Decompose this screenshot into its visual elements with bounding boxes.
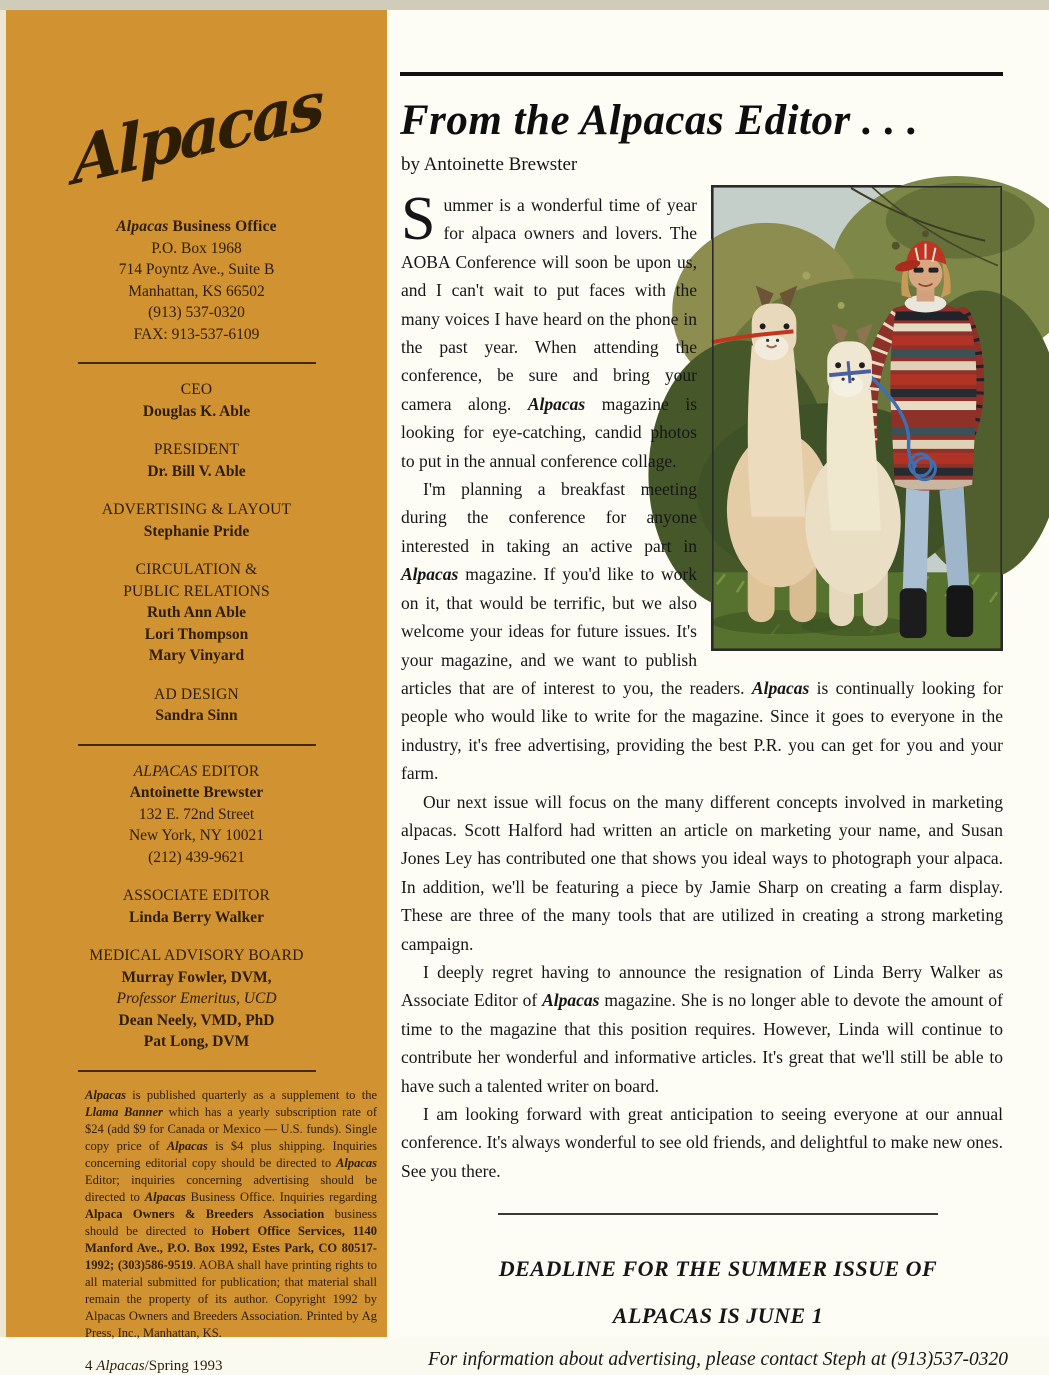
text-segment: which has a yearly subscription rate of $24 (add $9 for Canada or Mexico — U.S. funds). Single copy price of bbox=[85, 1104, 377, 1153]
text-segment: . AOBA shall have printing rights to all material submitted for publication; that material shall remain the property of its author. Copyright 1992 by Alpacas Owners and Breeders Association. Printed by Ag Press, Inc., Manhattan, KS. bbox=[85, 1257, 377, 1340]
editors-section bbox=[6, 761, 387, 1053]
photo-woman-with-two-alpacas bbox=[712, 186, 1002, 650]
sidebar-line bbox=[6, 705, 387, 727]
deadline-line-2: ALPACAS IS JUNE 1 bbox=[612, 1303, 824, 1329]
sidebar-line bbox=[6, 825, 387, 847]
sidebar-line bbox=[6, 521, 387, 543]
sidebar-divider bbox=[78, 362, 316, 364]
text-segment: Alpacas bbox=[96, 1357, 145, 1374]
text-segment: Alpacas bbox=[85, 1087, 126, 1102]
advertising-contact: For information about advertising, please contact Steph at (913)537-0320 bbox=[427, 1349, 1009, 1371]
sidebar-line bbox=[6, 461, 387, 483]
text-segment: Dean Neely, VMD, PhD bbox=[118, 1011, 275, 1029]
text-segment: Alpacas bbox=[751, 677, 810, 698]
text-segment: Hobert Office Services, 1140 Manford Ave., P.O. Box 1992, Estes Park, CO 80517-1992; (303)586-9519 bbox=[85, 1223, 377, 1272]
text-segment: business should be directed to bbox=[85, 1206, 377, 1238]
text-segment: magazine is looking for eye-catching, candid photos to put in the annual conference collage. bbox=[401, 393, 698, 471]
text-segment: Sandra Sinn bbox=[155, 707, 238, 724]
sidebar-block bbox=[6, 559, 387, 667]
sidebar-block bbox=[6, 761, 387, 869]
text-segment: Alpacas bbox=[542, 990, 600, 1011]
sidebar-role-label bbox=[6, 885, 387, 907]
text-segment: Alpacas bbox=[116, 218, 169, 235]
text-segment: is continually looking for people who would like to write for the magazine. Since it goes to everyone in the industry, it's free advertising, providing the best P.R. you can get for you and your farm. bbox=[401, 677, 1003, 784]
text-segment: CEO bbox=[180, 381, 213, 398]
sidebar-line bbox=[6, 401, 387, 423]
article-title: From the Alpacas Editor . . . bbox=[400, 97, 919, 144]
text-segment: FAX: 913-537-6109 bbox=[133, 325, 260, 343]
sidebar-line bbox=[6, 602, 387, 624]
text-segment: is published quarterly as a supplement to the bbox=[125, 1087, 377, 1102]
sidebar-role-label bbox=[6, 945, 387, 967]
deadline-line-1: DEADLINE FOR THE SUMMER ISSUE OF bbox=[498, 1256, 938, 1282]
text-segment: Lori Thompson bbox=[144, 625, 249, 643]
title-rule bbox=[400, 72, 1003, 76]
article-paragraph bbox=[401, 958, 1003, 1100]
text-segment: /Spring 1993 bbox=[144, 1357, 223, 1374]
text-segment: PUBLIC RELATIONS bbox=[123, 582, 270, 600]
logo-wrap bbox=[6, 68, 387, 216]
sidebar-role-label bbox=[6, 499, 387, 521]
text-segment: Business Office. Inquiries regarding bbox=[185, 1189, 377, 1204]
text-segment: Alpaca Owners & Breeders Association bbox=[85, 1206, 325, 1221]
text-segment: Linda Berry Walker bbox=[129, 908, 264, 926]
sidebar-role-label bbox=[6, 216, 387, 238]
sidebar-line bbox=[6, 907, 387, 929]
publication-fine-print bbox=[85, 1087, 377, 1342]
sidebar-block bbox=[6, 684, 387, 727]
sidebar-line bbox=[6, 624, 387, 646]
text-segment: 132 E. 72nd Street bbox=[138, 805, 255, 823]
text-segment: (913) 537-0320 bbox=[148, 304, 245, 321]
sidebar-line bbox=[6, 967, 387, 989]
text-segment: (212) 439-9621 bbox=[148, 848, 245, 866]
text-segment: EDITOR bbox=[197, 762, 260, 780]
text-segment: Antoinette Brewster bbox=[129, 784, 264, 801]
sidebar-line bbox=[6, 302, 387, 324]
sidebar-line bbox=[6, 324, 387, 346]
sidebar-block bbox=[6, 379, 387, 422]
text-segment: ADVERTISING & LAYOUT bbox=[101, 501, 292, 518]
text-segment: is $4 plus shipping. Inquiries concerning editorial copy should be directed to bbox=[85, 1138, 377, 1170]
text-segment: Dr. Bill V. Able bbox=[147, 462, 246, 480]
text-segment: PRESIDENT bbox=[153, 441, 240, 458]
text-segment: I am looking forward with great anticipation to seeing everyone at our annual conference. It's always wonderful to see old friends, and delightful to make new ones. See you there. bbox=[401, 1104, 1003, 1181]
sidebar-role-label bbox=[6, 439, 387, 461]
text-segment: Business Office bbox=[168, 218, 277, 235]
sidebar-line bbox=[6, 988, 387, 1010]
sidebar-line bbox=[6, 281, 387, 303]
text-segment: Mary Vinyard bbox=[148, 647, 245, 664]
drop-cap: S bbox=[401, 185, 436, 253]
text-segment: ALPACAS bbox=[133, 762, 198, 780]
text-segment: Manhattan, KS 66502 bbox=[128, 282, 265, 300]
sidebar-line bbox=[6, 645, 387, 667]
text-segment: magazine. She is no longer able to devote the amount of time to the magazine that this position requires. However, Linda will continue to contribute her wonderful and informative articles. It's great that we'll still be able to have such a talented writer on board. bbox=[401, 990, 1003, 1096]
text-segment: Murray Fowler, DVM, bbox=[121, 968, 272, 986]
text-segment: Ruth Ann Able bbox=[146, 604, 247, 621]
text-segment: New York, NY 10021 bbox=[128, 827, 265, 844]
text-segment: Llama Banner bbox=[85, 1104, 163, 1119]
business-office-section bbox=[6, 216, 387, 345]
editor-photo bbox=[711, 185, 1003, 651]
text-segment: magazine. If you'd like to work on it, that would be terrific, but we also welcome your ideas for future issues. It's your magazine, and we want to publish articles that are of interest to you, the readers. bbox=[401, 564, 752, 698]
text-segment: MEDICAL ADVISORY BOARD bbox=[89, 947, 304, 964]
deadline-notice bbox=[387, 1213, 1049, 1371]
text-segment: Alpacas bbox=[166, 1138, 208, 1153]
text-segment: Alpacas bbox=[401, 564, 459, 585]
sidebar-block bbox=[6, 885, 387, 928]
sidebar-role-label bbox=[6, 379, 387, 401]
sidebar-line bbox=[6, 782, 387, 804]
sidebar-divider bbox=[78, 1070, 316, 1072]
sidebar-line bbox=[6, 1010, 387, 1032]
sidebar-line bbox=[6, 804, 387, 826]
sidebar-line bbox=[6, 1031, 387, 1053]
text-segment: 714 Poyntz Ave., Suite B bbox=[118, 261, 275, 278]
sidebar-block bbox=[6, 499, 387, 542]
article-paragraph bbox=[401, 788, 1003, 958]
staff-section bbox=[6, 379, 387, 727]
text-segment: Alpacas bbox=[336, 1155, 377, 1170]
text-segment: Editor; inquiries concerning advertising should be directed to bbox=[85, 1172, 377, 1204]
sidebar-line bbox=[6, 238, 387, 260]
text-segment: Professor Emeritus, UCD bbox=[116, 990, 277, 1007]
text-segment: CIRCULATION & bbox=[135, 561, 258, 578]
text-segment: Alpacas bbox=[527, 393, 586, 414]
masthead-sidebar bbox=[6, 10, 387, 1374]
text-segment: ASSOCIATE EDITOR bbox=[122, 887, 271, 904]
article-byline: by Antoinette Brewster bbox=[401, 154, 578, 175]
text-segment: Stephanie Pride bbox=[143, 522, 250, 540]
sidebar-block bbox=[6, 216, 387, 345]
text-segment: I'm planning a breakfast meeting during the conference for anyone interested in taking an active part in bbox=[401, 479, 697, 556]
sidebar-line bbox=[6, 259, 387, 281]
sidebar-line bbox=[6, 847, 387, 869]
text-segment: 4 bbox=[85, 1357, 97, 1374]
text-segment: AD DESIGN bbox=[154, 685, 239, 703]
page-number-footer bbox=[85, 1358, 387, 1375]
text-segment: I deeply regret having to announce the resignation of Linda Berry Walker as Associate Editor of bbox=[401, 961, 1003, 1011]
text-segment: Our next issue will focus on the many different concepts involved in marketing alpacas. Scott Halford had written an article on marketing your name, and Susan Jones Ley has contributed one that shows you ideal ways to photograph your alpaca. In addition, we'll be featuring a piece by Jamie Sharp on creating a farm display. These are three of the many tools that are utilized in creating a strong marketing campaign. bbox=[401, 791, 1003, 954]
alpacas-logo: Alpacas bbox=[69, 66, 324, 201]
scan-edge-top bbox=[0, 0, 1049, 10]
sidebar-block bbox=[6, 439, 387, 482]
text-segment: Douglas K. Able bbox=[142, 402, 251, 420]
sidebar-divider bbox=[78, 744, 316, 746]
editorial-column bbox=[387, 10, 1049, 1371]
article-body bbox=[401, 185, 1003, 1185]
deadline-rule bbox=[498, 1213, 938, 1215]
text-segment: Pat Long, DVM bbox=[143, 1033, 250, 1050]
text-segment: ummer is a wonderful time of year for alpaca owners and lovers. The AOBA Conference will soon be upon us, and I can't wait to put faces with the many voices I have heard on the phone in the past year. When attending the conference, be sure and bring your camera along. bbox=[401, 195, 697, 414]
text-segment: P.O. Box 1968 bbox=[151, 239, 242, 257]
sidebar-block bbox=[6, 945, 387, 1053]
article-paragraph bbox=[401, 1100, 1003, 1185]
sidebar-role-label bbox=[6, 761, 387, 783]
text-segment: Alpacas bbox=[144, 1189, 186, 1204]
sidebar-role-label bbox=[6, 559, 387, 581]
sidebar-role-label bbox=[6, 581, 387, 603]
sidebar-role-label bbox=[6, 684, 387, 706]
